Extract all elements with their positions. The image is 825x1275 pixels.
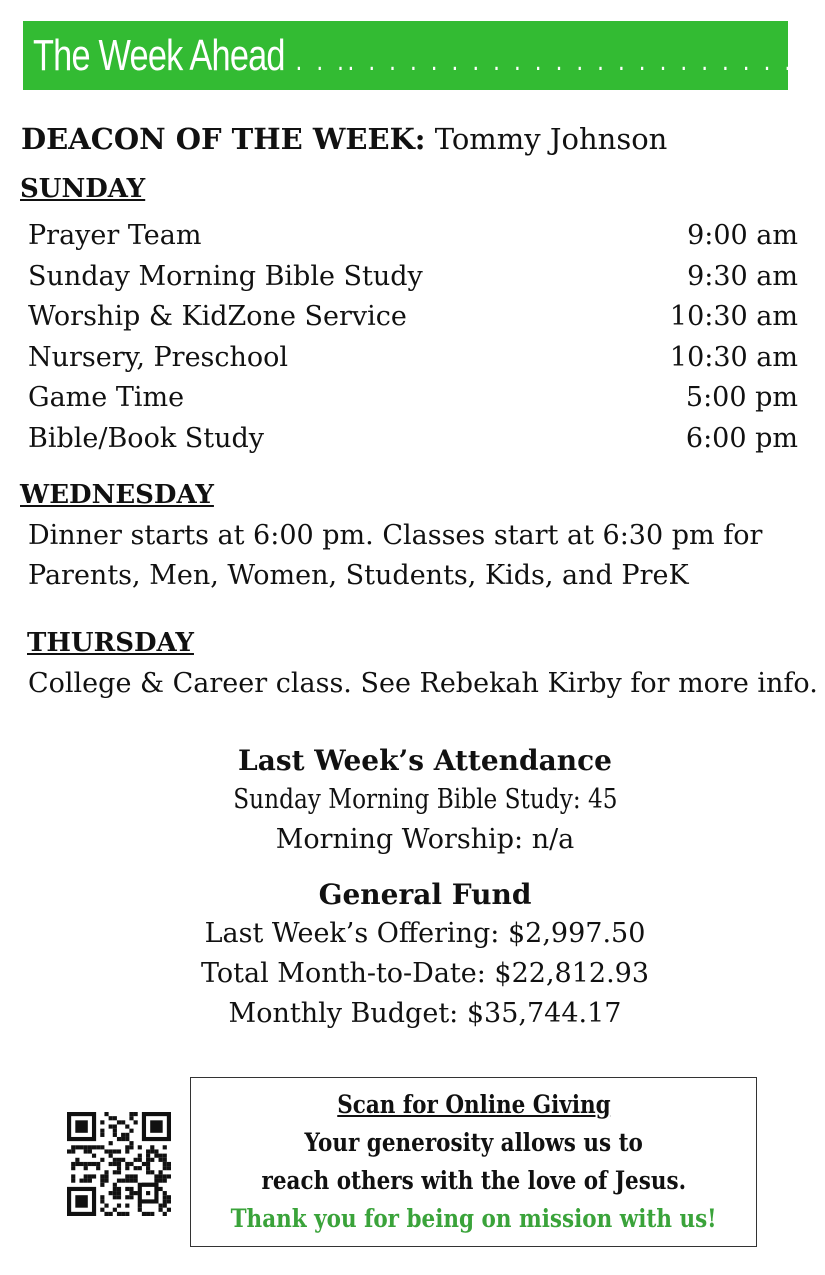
attendance-section [0,744,825,864]
qr-code-icon[interactable] [67,1112,171,1216]
sunday-item-time: 10:30 am [669,301,798,332]
sunday-item-time: 9:30 am [687,260,798,292]
giving-line-2: reach others with the love of Jesus. [261,1166,686,1195]
fund-offering: Last Week’s Offering: $2,997.50 [204,918,646,949]
week-ahead-banner [23,21,816,90]
wednesday-text [28,516,818,596]
deacon-label: DEACON OF THE WEEK: [21,122,426,156]
sunday-item-time: 6:00 pm [685,422,798,454]
fund-heading: General Fund [318,878,532,911]
sunday-item-time: 5:00 pm [685,382,798,413]
sunday-item-event: Sunday Morning Bible Study [28,260,423,292]
online-giving-box [190,1077,757,1247]
sunday-item-event: Nursery, Preschool [28,341,289,373]
sunday-item [28,342,798,373]
sunday-item-time: 9:00 am [687,220,798,251]
giving-title: Scan for Online Giving [336,1090,611,1119]
wednesday-line-2: Parents, Men, Women, Students, Kids, and PreK [28,560,689,591]
wednesday-heading: WEDNESDAY [20,480,214,510]
sunday-item [28,220,798,251]
banner-title [33,31,816,81]
banner-dots: . . .. . . . . . . . . . . . . . . . . . . . . . . [295,43,816,77]
sunday-item-event: Worship & KidZone Service [28,301,407,332]
sunday-item [28,423,798,454]
sunday-item-event: Game Time [28,382,185,413]
thursday-heading: THURSDAY [27,628,194,658]
sunday-heading: SUNDAY [20,174,146,204]
deacon-name: Tommy Johnson [434,122,668,156]
sunday-item [28,261,798,292]
banner-title-text: The Week Ahead [33,30,285,80]
fund-month-to-date: Total Month-to-Date: $22,812.93 [200,958,650,989]
deacon-of-week [21,122,667,156]
sunday-item [28,382,798,413]
general-fund-section [0,878,825,1038]
sunday-item [28,301,798,332]
fund-budget: Monthly Budget: $35,744.17 [228,998,622,1029]
giving-thanks: Thank you for being on mission with us! [230,1204,717,1233]
attendance-worship: Morning Worship: n/a [275,824,575,855]
giving-line-1: Your generosity allows us to [304,1128,643,1157]
attendance-heading: Last Week’s Attendance [238,744,612,777]
thursday-text: College & Career class. See Rebekah Kirby for more info. [28,668,818,699]
sunday-item-event: Prayer Team [28,220,202,251]
sunday-item-event: Bible/Book Study [28,422,265,454]
wednesday-line-1: Dinner starts at 6:00 pm. Classes start at 6:30 pm for [28,520,763,551]
sunday-item-time: 10:30 am [669,341,798,373]
attendance-bible-study: Sunday Morning Bible Study: 45 [232,784,618,815]
